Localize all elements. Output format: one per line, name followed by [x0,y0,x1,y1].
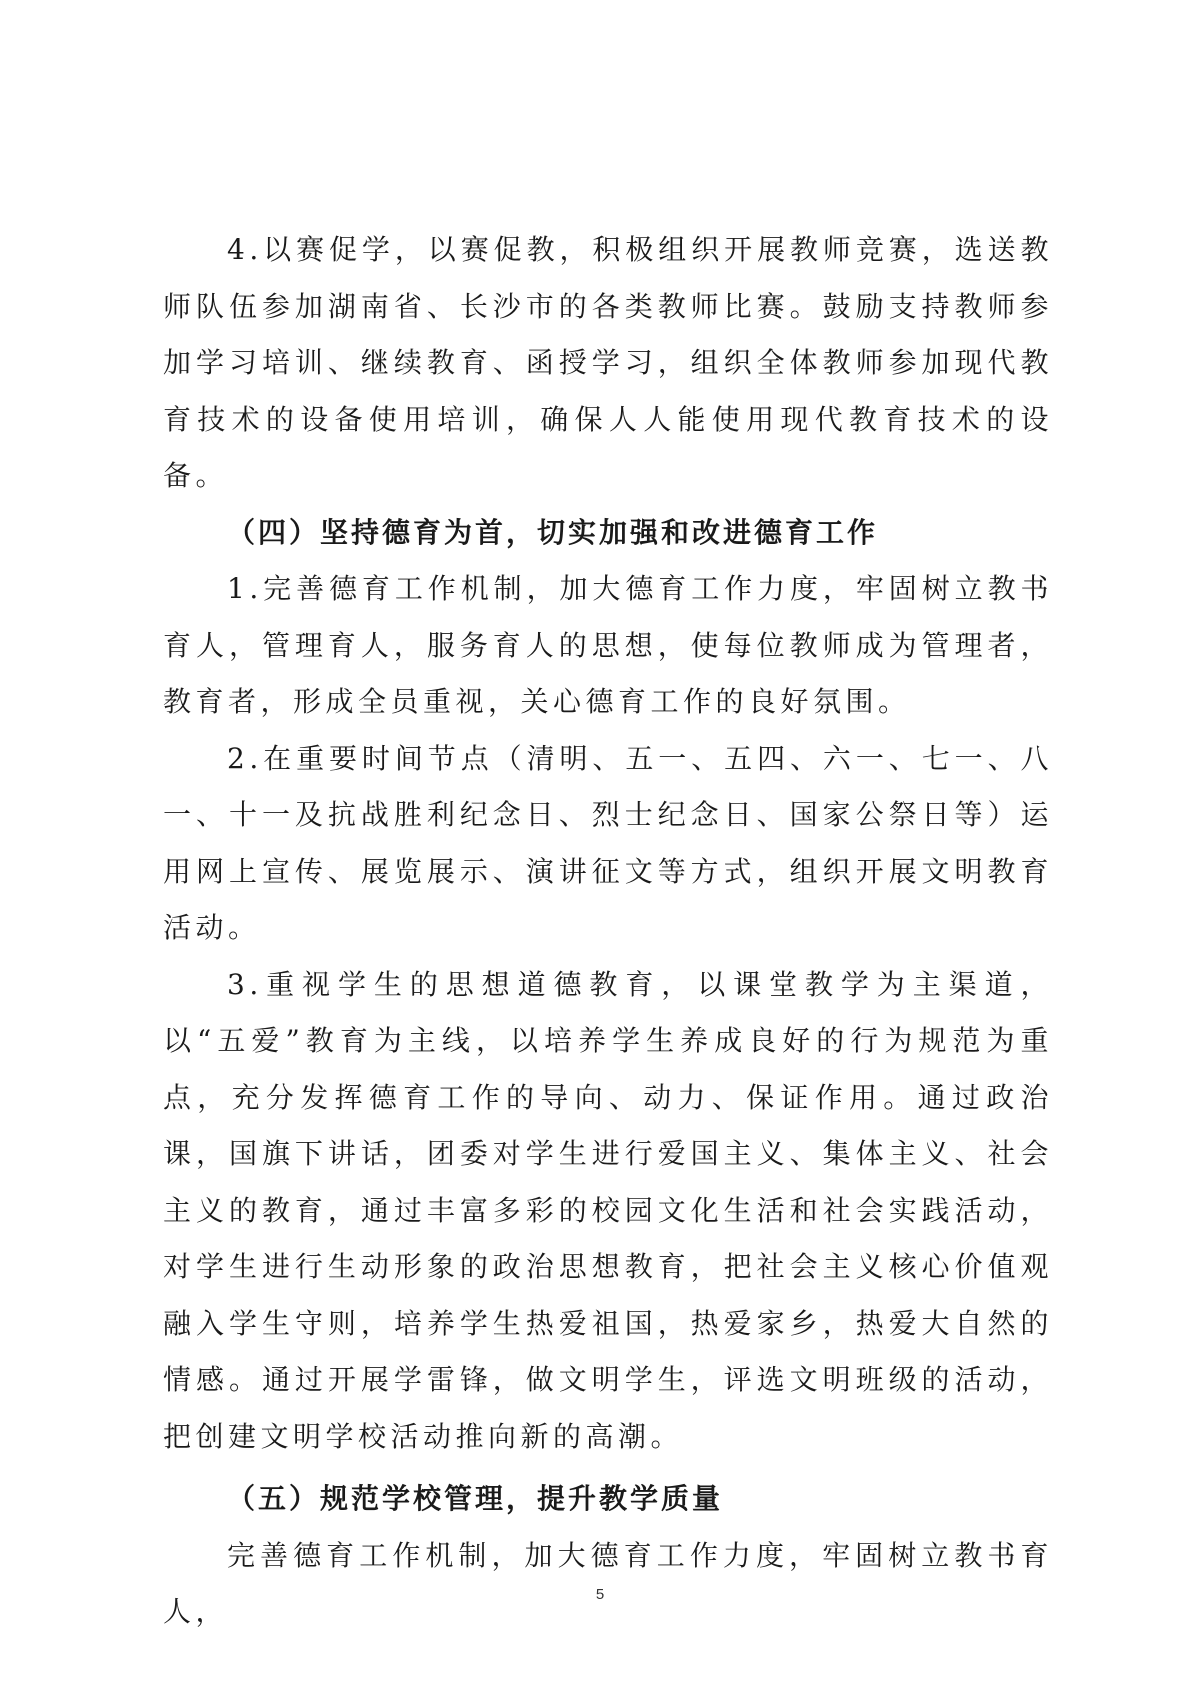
page-number: 5 [595,1586,605,1603]
section-heading-school-management: （五）规范学校管理，提升教学质量 [227,1482,724,1515]
paragraph-ideological-education: 3.重视学生的思想道德教育，以课堂教学为主渠道，以“五爱”教育为主线，以培养学生养成良好的行为规范为重点，充分发挥德育工作的导向、动力、保证作用。通过政治课，国旗下讲话，团委对学生进行爱国主义、集体主义、社会主义的教育，通过丰富多彩的校园文化生活和社会实践活动，对学生进行生动形象的政治思想教育，把社会主义核心价值观融入学生守则，培养学生热爱祖国，热爱家乡，热爱大自然的情感。通过开展学雷锋，做文明学生，评选文明班级的活动，把创建文明学校活动推向新的高潮。 [163,967,1053,1453]
document-body [163,222,1053,1641]
section-heading-moral-education: （四）坚持德育为首，切实加强和改进德育工作 [227,515,879,549]
paragraph-management-continued: 完善德育工作机制，加大德育工作力度，牢固树立教书育人， [163,1538,1053,1628]
paragraph-key-dates: 2.在重要时间节点（清明、五一、五四、六一、七一、八一、十一及抗战胜利纪念日、烈士纪念日、国家公祭日等）运用网上宣传、展览展示、演讲征文等方式，组织开展文明教育活动。 [163,741,1053,944]
paragraph-moral-mechanism: 1.完善德育工作机制，加大德育工作力度，牢固树立教书育人，管理育人，服务育人的思想，使每位教师成为管理者，教育者，形成全员重视，关心德育工作的良好氛围。 [163,572,1053,718]
paragraph-teacher-competition: 4.以赛促学，以赛促教，积极组织开展教师竞赛，选送教师队伍参加湖南省、长沙市的各类教师比赛。鼓励支持教师参加学习培训、继续教育、函授学习，组织全体教师参加现代教育技术的设备使用培训，确保人人能使用现代教育技术的设备。 [163,233,1053,492]
